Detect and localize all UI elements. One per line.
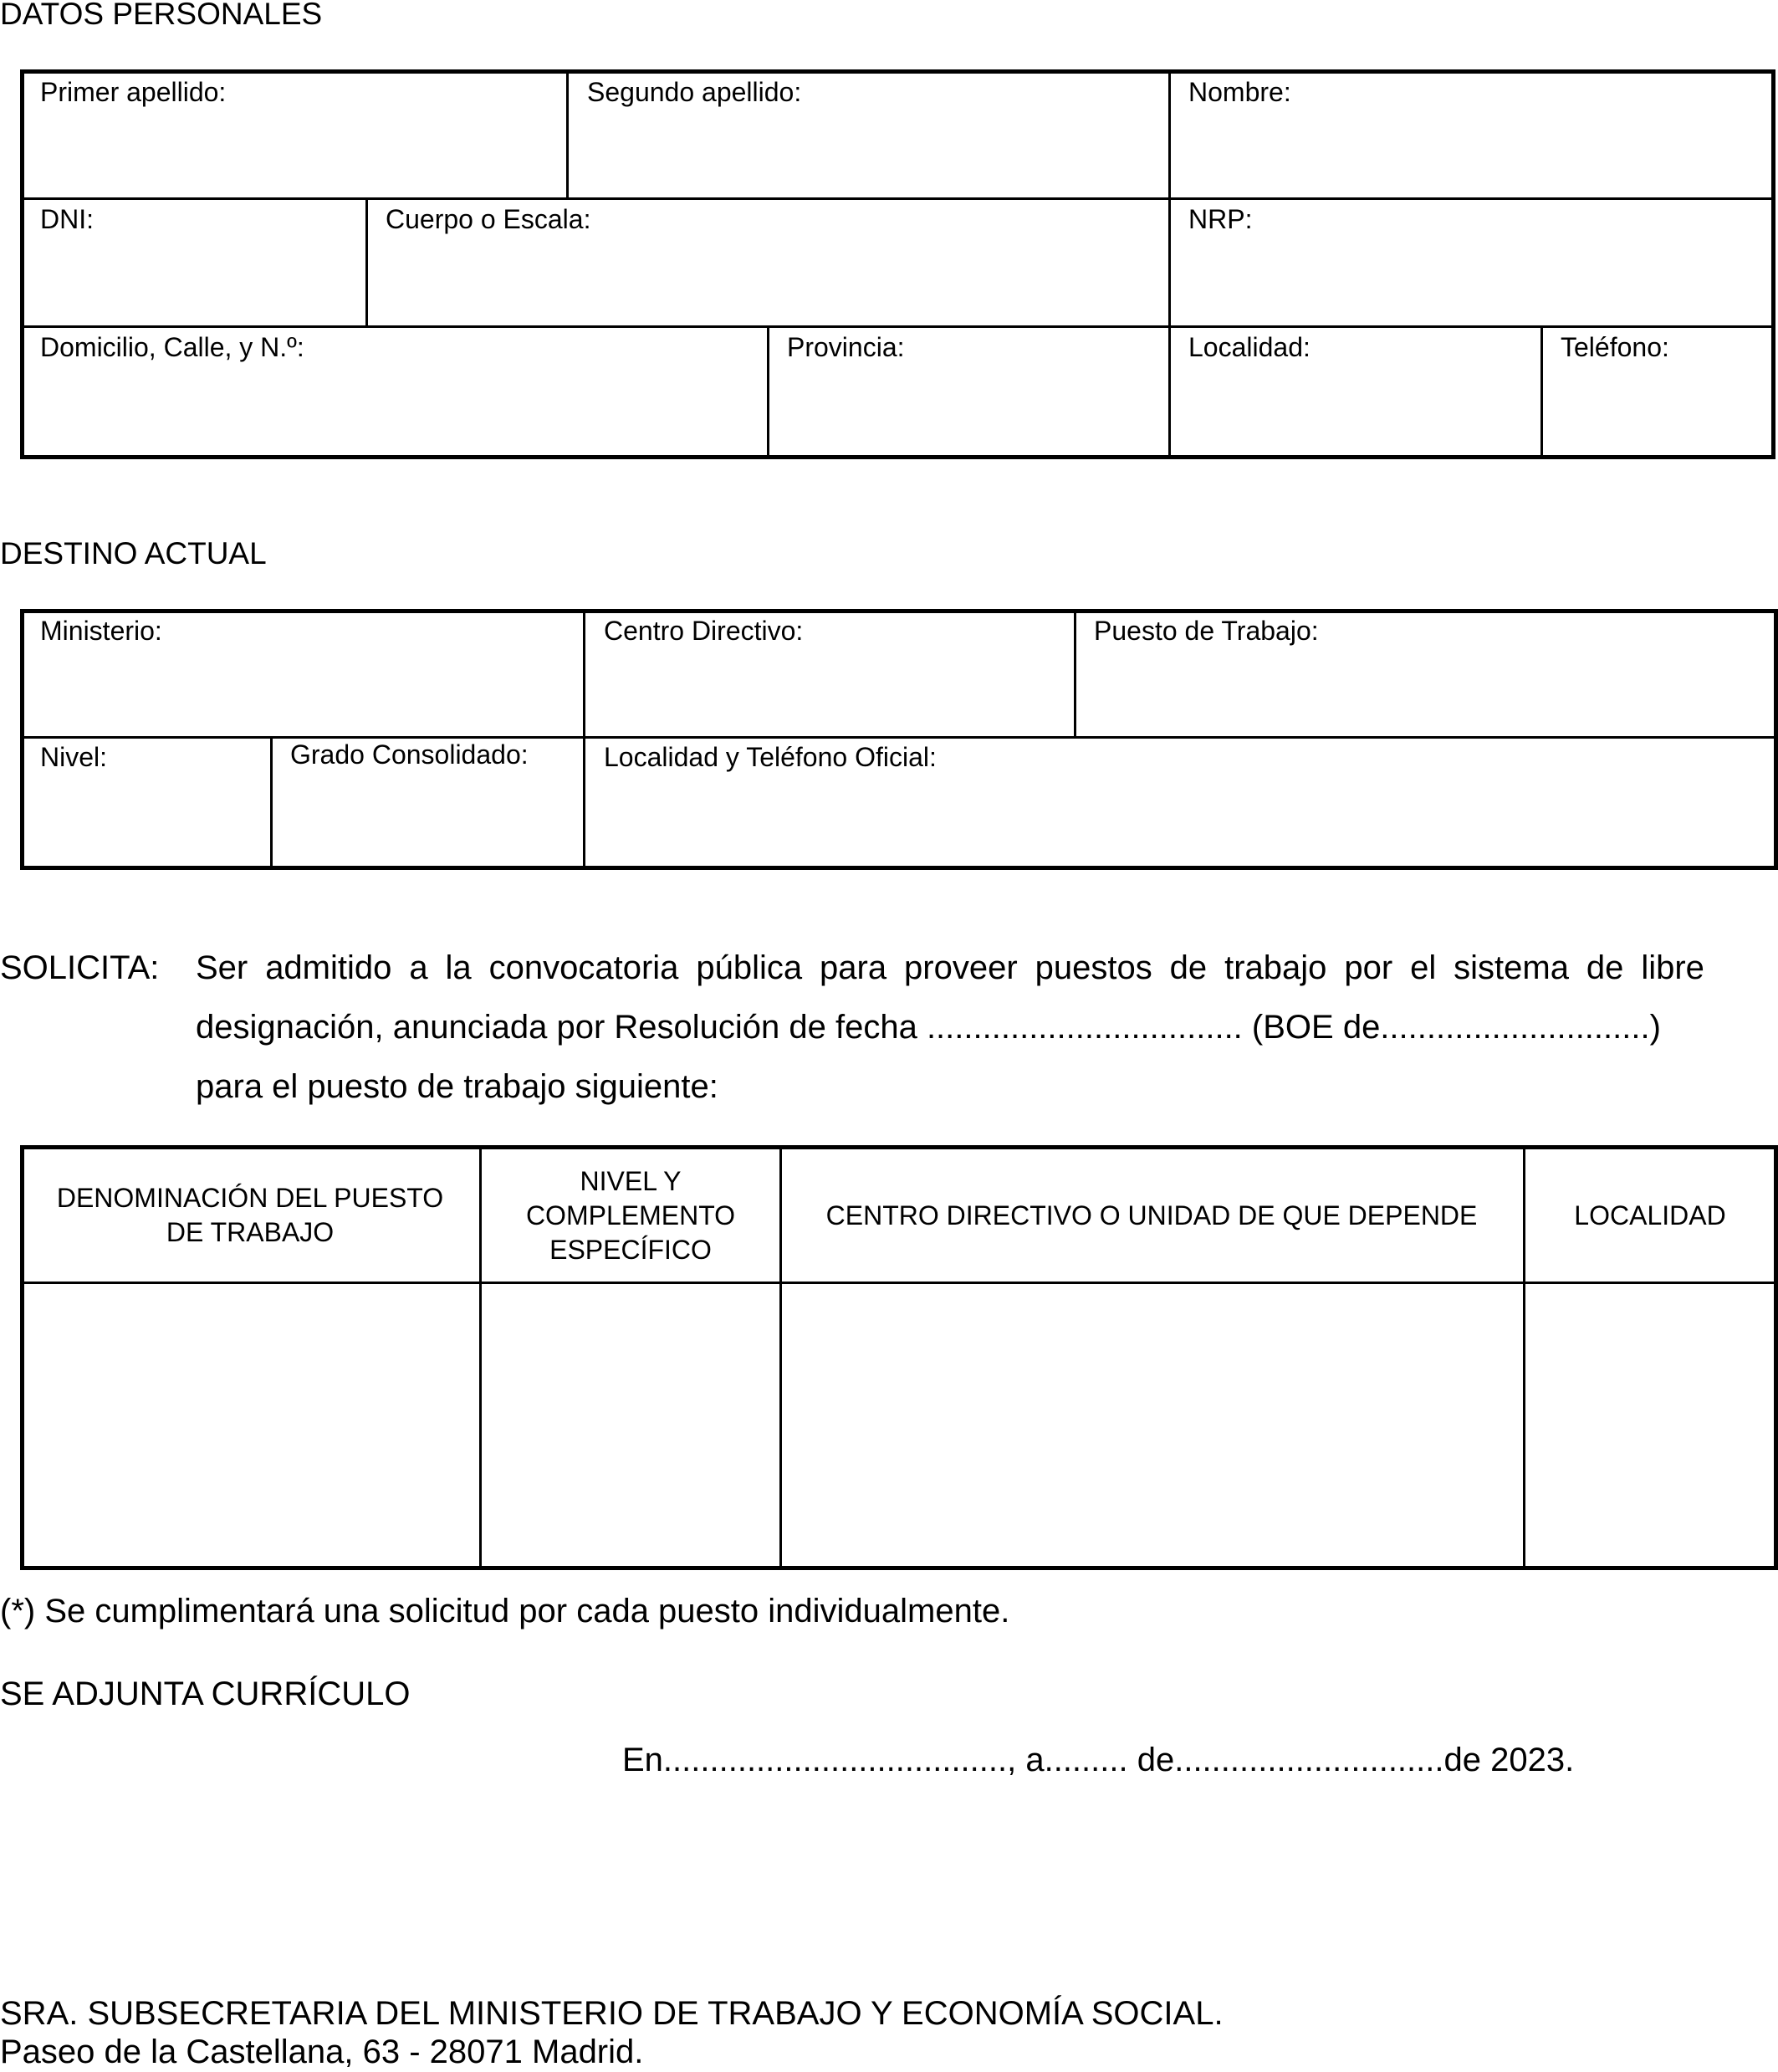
destinatario-line-2: Paseo de la Castellana, 63 - 28071 Madrid.: [0, 2034, 644, 2070]
destino-actual-table: [20, 609, 1778, 870]
nivel-complemento-input-cell[interactable]: [482, 1284, 779, 1568]
grado-consolidado-field[interactable]: Grado Consolidado:: [290, 739, 529, 770]
divider: [583, 611, 585, 738]
divider: [22, 197, 1773, 200]
solicita-word: por: [1344, 949, 1393, 986]
header-centro-directivo: CENTRO DIRECTIVO O UNIDAD DE QUE DEPENDE: [825, 1200, 1478, 1230]
header-localidad: LOCALIDAD: [1574, 1200, 1726, 1230]
solicita-word: de: [1169, 949, 1208, 986]
solicita-line-3: para el puesto de trabajo siguiente:: [196, 1068, 718, 1105]
divider: [1540, 327, 1543, 457]
primer-apellido-field[interactable]: Primer apellido:: [40, 77, 227, 107]
dni-field[interactable]: DNI:: [40, 204, 94, 234]
solicita-word: la: [445, 949, 472, 986]
nombre-field[interactable]: Nombre:: [1188, 77, 1291, 107]
divider: [583, 738, 585, 867]
telefono-field[interactable]: Teléfono:: [1561, 332, 1669, 362]
solicita-word: el: [1410, 949, 1437, 986]
solicita-word: pública: [696, 949, 803, 986]
solicita-word: puestos: [1035, 949, 1152, 986]
divider: [365, 199, 368, 327]
cuerpo-escala-field[interactable]: Cuerpo o Escala:: [386, 204, 591, 234]
solicita-word: de: [1586, 949, 1624, 986]
solicita-word: convocatoria: [488, 949, 679, 986]
note-text: (*) Se cumplimentará una solicitud por cada puesto individualmente.: [0, 1593, 1010, 1629]
solicita-label: SOLICITA:: [0, 949, 160, 986]
nrp-field[interactable]: NRP:: [1188, 204, 1253, 234]
localidad-telefono-oficial-field[interactable]: Localidad y Teléfono Oficial:: [604, 742, 937, 772]
localidad-input-cell[interactable]: [1525, 1284, 1775, 1568]
divider: [1074, 611, 1076, 738]
solicita-word: para: [820, 949, 887, 986]
solicita-word: sistema: [1454, 949, 1569, 986]
fecha-lugar-line[interactable]: En....................................., a......... de.............................de 2023.: [622, 1742, 1575, 1778]
puesto-trabajo-field[interactable]: Puesto de Trabajo:: [1094, 616, 1319, 646]
divider: [22, 736, 1775, 739]
denominacion-input-cell[interactable]: [22, 1284, 479, 1568]
header-denominacion: DENOMINACIÓN DEL PUESTO DE TRABAJO: [56, 1183, 444, 1247]
datos-personales-title: DATOS PERSONALES: [0, 0, 323, 31]
divider: [1168, 327, 1171, 457]
datos-personales-table: [20, 69, 1775, 459]
destino-actual-title: DESTINO ACTUAL: [0, 536, 267, 570]
divider: [22, 325, 1773, 328]
divider: [1168, 199, 1171, 327]
divider: [566, 72, 569, 199]
ministerio-field[interactable]: Ministerio:: [40, 616, 162, 646]
nivel-field[interactable]: Nivel:: [40, 742, 108, 772]
segundo-apellido-field[interactable]: Segundo apellido:: [587, 77, 802, 107]
solicita-word: Ser: [196, 949, 248, 986]
domicilio-field[interactable]: Domicilio, Calle, y N.º:: [40, 332, 304, 362]
solicita-line-2: designación, anunciada por Resolución de fecha .................................. (BOE de.............................): [196, 1009, 1661, 1046]
localidad-field[interactable]: Localidad:: [1188, 332, 1311, 362]
solicita-word: admitido: [265, 949, 392, 986]
solicita-word: proveer: [904, 949, 1018, 986]
centro-directivo-field[interactable]: Centro Directivo:: [604, 616, 804, 646]
solicita-word: a: [409, 949, 428, 986]
solicita-word: trabajo: [1224, 949, 1327, 986]
divider: [767, 327, 769, 457]
adjunta-curriculo: SE ADJUNTA CURRÍCULO: [0, 1676, 411, 1712]
provincia-field[interactable]: Provincia:: [787, 332, 905, 362]
centro-directivo-input-cell[interactable]: [782, 1284, 1523, 1568]
divider: [1168, 72, 1171, 199]
solicita-line-1: [196, 951, 1704, 985]
divider: [270, 738, 273, 867]
solicita-word: libre: [1641, 949, 1704, 986]
header-nivel-complemento: NIVEL Y COMPLEMENTO ESPECÍFICO: [525, 1165, 736, 1265]
destinatario-line-1: SRA. SUBSECRETARIA DEL MINISTERIO DE TRABAJO Y ECONOMÍA SOCIAL.: [0, 1995, 1224, 2032]
